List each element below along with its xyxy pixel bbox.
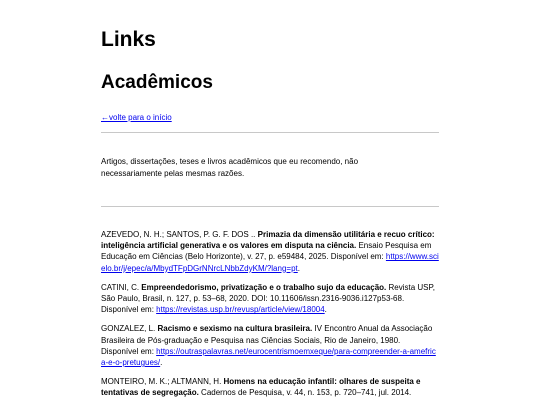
reference-title: Empreendedorismo, privatização e o trabalho sujo da educação.: [141, 282, 387, 292]
reference-authors: GONZALEZ, L.: [101, 324, 158, 334]
reference-title: Racismo e sexismo na cultura brasileira.: [157, 324, 313, 334]
reference-end: .: [324, 305, 327, 315]
reference-title: Primazia da dimensão utilitária e recuo crítico: inteligência artificial generativa e os valores em disputa na ciência.: [101, 230, 435, 251]
reference-link[interactable]: https://www.scielo.br/j/epec/a/MbydTFpDGrNNrcLNbbZdyKM/?lang=pt: [101, 252, 439, 273]
reference-item: [101, 376, 439, 398]
reference-link[interactable]: https://outraspalavras.net/eurocentrismoemxeque/para-compreender-a-amefrica-e-o-pretugues/: [101, 346, 436, 368]
reference-details: Cadernos de Pesquisa, v. 44, n. 153, p. 720–741, jul. 2014.: [198, 388, 412, 398]
reference-end: .: [297, 263, 300, 273]
reference-details: IV Encontro Anual da Associação Brasileira de Pós-graduação e Pesquisa nas Ciências Sociais, Rio de Janeiro, 1980. Disponível em:: [101, 324, 433, 356]
divider: [101, 206, 439, 207]
reference-authors: CATINI, C.: [101, 282, 142, 292]
reference-authors: AZEVEDO, N. H.; SANTOS, P. G. F. DOS ..: [101, 230, 258, 239]
back-to-home-link[interactable]: ←volte para o início: [101, 113, 172, 122]
reference-list: [101, 229, 439, 405]
divider: [101, 132, 439, 133]
reference-item: [101, 282, 439, 316]
reference-details: Revista USP, São Paulo, Brasil, n. 127, p. 53–68, 2020. DOI: 10.11606/issn.2316-9036.i127p53-68. Disponível em:: [101, 282, 436, 315]
reference-item: [101, 229, 439, 274]
site-title: Links: [101, 28, 156, 51]
reference-details: Ensaio Pesquisa em Educação em Ciências (Belo Horizonte), v. 27, p. e59484, 2025. Disponível em:: [101, 241, 432, 262]
section-title: Acadêmicos: [101, 72, 213, 93]
reference-item: [101, 323, 439, 368]
reference-authors: MONTEIRO, M. K.; ALTMANN, H.: [101, 377, 224, 387]
reference-link[interactable]: https://revistas.usp.br/revusp/article/view/18004: [156, 305, 325, 315]
reference-end: .: [160, 358, 163, 368]
reference-title: Homens na educação infantil: olhares de suspeita e tentativas de segregação.: [101, 377, 421, 398]
intro-text: Artigos, dissertações, teses e livros acadêmicos que eu recomendo, não necessariamente pelas mesmas razões.: [101, 157, 359, 178]
